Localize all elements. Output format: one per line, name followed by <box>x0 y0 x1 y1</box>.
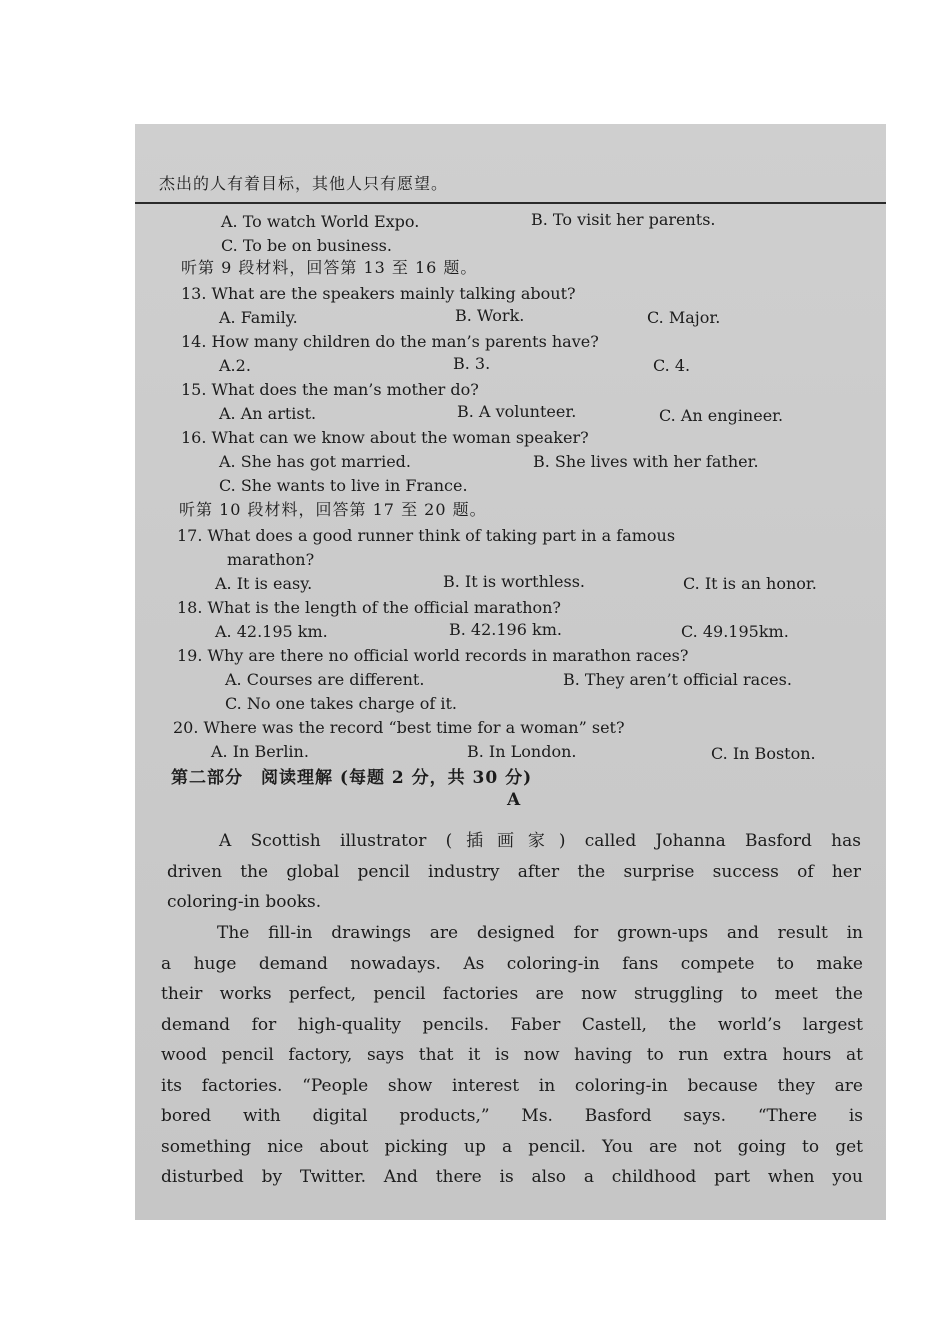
q19-option-c: C. No one takes charge of it. <box>225 694 458 713</box>
q13-option-a: A. Family. <box>219 308 298 327</box>
paragraph-line: disturbed by Twitter. And there is also a childhood part when you <box>161 1167 863 1187</box>
question-20: 20. Where was the record “best time for a woman” set? <box>173 718 625 737</box>
paragraph-line: A Scottish illustrator (插画家) called Johanna Basford has <box>219 831 861 851</box>
q20-option-a: A. In Berlin. <box>211 742 309 761</box>
q17-option-b: B. It is worthless. <box>443 572 585 591</box>
q18-option-a: A. 42.195 km. <box>215 622 328 641</box>
paragraph-line: a huge demand nowadays. As coloring-in fans compete to make <box>161 953 863 974</box>
passage-paragraph-2 <box>161 918 863 1193</box>
paragraph-line: something nice about picking up a pencil. You are not going to get <box>161 1136 863 1157</box>
question-13: 13. What are the speakers mainly talking about? <box>181 284 576 303</box>
q17-option-a: A. It is easy. <box>215 574 313 593</box>
q14-option-c: C. 4. <box>653 356 691 375</box>
q12-option-c: C. To be on business. <box>221 236 392 255</box>
q19-option-a: A. Courses are different. <box>225 670 425 689</box>
paragraph-line: their works perfect, pencil factories are now struggling to meet the <box>161 984 863 1004</box>
q16-option-b: B. She lives with her father. <box>533 452 759 471</box>
q18-option-b: B. 42.196 km. <box>449 620 562 639</box>
q12-option-b: B. To visit her parents. <box>531 210 716 229</box>
q19-option-b: B. They aren’t official races. <box>563 670 792 689</box>
q20-option-b: B. In London. <box>467 742 577 761</box>
q13-option-c: C. Major. <box>647 308 721 327</box>
paragraph-line: wood pencil factory, says that it is now having to run extra hours at <box>161 1045 863 1065</box>
question-14: 14. How many children do the man’s parents have? <box>181 332 599 351</box>
q16-option-c: C. She wants to live in France. <box>219 476 468 495</box>
passage-label: A <box>507 790 521 810</box>
q14-option-b: B. 3. <box>453 354 491 373</box>
q15-option-b: B. A volunteer. <box>457 402 577 421</box>
paragraph-line: driven the global pencil industry after the surprise success of her <box>167 861 861 882</box>
section-10-instruction: 听第 10 段材料，回答第 17 至 20 题。 <box>179 500 487 519</box>
paragraph-line: its factories. “People show interest in coloring-in because they are <box>161 1075 863 1096</box>
q20-option-c: C. In Boston. <box>711 744 816 763</box>
header-motto: 杰出的人有着目标，其他人只有愿望。 <box>159 174 449 193</box>
q13-option-b: B. Work. <box>455 306 525 325</box>
header-divider <box>135 202 886 204</box>
q12-option-a: A. To watch World Expo. <box>221 212 420 231</box>
q15-option-c: C. An engineer. <box>659 406 784 425</box>
q15-option-a: A. An artist. <box>219 404 317 423</box>
q17-option-c: C. It is an honor. <box>683 574 817 593</box>
question-15: 15. What does the man’s mother do? <box>181 380 479 399</box>
paragraph-line: demand for high-quality pencils. Faber Castell, the world’s largest <box>161 1014 863 1035</box>
question-19: 19. Why are there no official world records in marathon races? <box>177 646 689 665</box>
question-16: 16. What can we know about the woman speaker? <box>181 428 589 447</box>
question-17-continued: marathon? <box>227 550 315 569</box>
q18-option-c: C. 49.195km. <box>681 622 789 641</box>
question-17: 17. What does a good runner think of taking part in a famous <box>177 526 676 545</box>
paragraph-line: bored with digital products,” Ms. Basford says. “There is <box>161 1106 863 1126</box>
paragraph-line: The fill-in drawings are designed for grown-ups and result in <box>217 923 863 943</box>
paragraph-line: coloring-in books. <box>167 892 322 912</box>
section-9-instruction: 听第 9 段材料，回答第 13 至 16 题。 <box>181 258 478 277</box>
part-2-heading: 第二部分 阅读理解 (每题 2 分，共 30 分) <box>171 768 533 788</box>
question-18: 18. What is the length of the official marathon? <box>177 598 562 617</box>
photographed-exam-page <box>135 124 886 1220</box>
q16-option-a: A. She has got married. <box>219 452 411 471</box>
q14-option-a: A.2. <box>219 356 251 375</box>
passage-paragraph-1 <box>167 826 861 918</box>
